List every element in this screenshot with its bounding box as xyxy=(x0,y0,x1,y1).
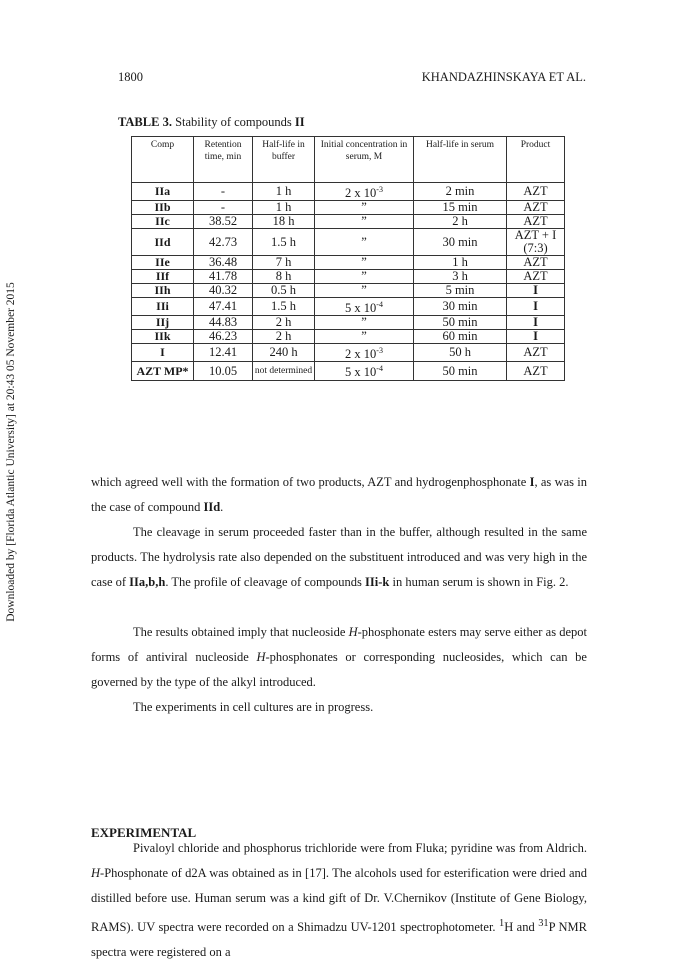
cell-comp: IIk xyxy=(132,330,194,344)
cell-initial-concentration xyxy=(315,183,414,201)
italic-h: H xyxy=(91,866,101,880)
cell-half-life-buffer: 0.5 h xyxy=(253,284,315,298)
concentration-value: ” xyxy=(361,200,367,215)
concentration-value: 5 x 10 xyxy=(345,301,377,316)
cell-comp: IIc xyxy=(132,215,194,229)
cell-half-life-buffer: 1 h xyxy=(253,183,315,201)
cell-half-life-buffer: 1.5 h xyxy=(253,298,315,316)
table-row xyxy=(132,183,565,201)
cell-comp: IId xyxy=(132,229,194,256)
cell-initial-concentration xyxy=(315,215,414,229)
cell-product: AZT xyxy=(507,256,565,270)
paragraph-3-text-2: -phosphonate esters may serve either as depot forms of antiviral nucleoside xyxy=(91,625,588,664)
cell-half-life-buffer: 240 h xyxy=(253,344,315,362)
concentration-value: ” xyxy=(361,329,367,344)
concentration-value: ” xyxy=(361,214,367,229)
cell-retention: 10.05 xyxy=(194,362,253,380)
experimental-text-4: P NMR spectra were registered on a xyxy=(91,920,588,960)
superscript-31: 31 xyxy=(538,918,549,929)
cell-initial-concentration xyxy=(315,362,414,380)
table-row xyxy=(132,284,565,298)
cell-product: AZT xyxy=(507,201,565,215)
concentration-value: ” xyxy=(361,234,367,249)
compound-ref: IIi-k xyxy=(365,575,390,589)
cell-initial-concentration xyxy=(315,201,414,215)
cell-initial-concentration xyxy=(315,270,414,284)
cell-comp: AZT MP* xyxy=(132,362,194,380)
cell-comp: IIj xyxy=(132,316,194,330)
table-row xyxy=(132,330,565,344)
cell-initial-concentration xyxy=(315,256,414,270)
paragraph-2-text-3: in human serum is shown in Fig. 2. xyxy=(389,575,569,589)
paragraph-1-text-2: , as was in the case of compound xyxy=(91,475,588,514)
cell-retention: 44.83 xyxy=(194,316,253,330)
table-caption-text: Stability of compounds xyxy=(171,115,295,129)
table-row xyxy=(132,316,565,330)
cell-product: AZT xyxy=(507,344,565,362)
table-header-row xyxy=(132,137,565,183)
header-retention: Retention time, min xyxy=(194,137,253,183)
paragraph-2-text: The cleavage in serum proceeded faster than in the buffer, although resulted in the same products. The hydrolysis rate also depended on the substituent introduced and was very high in the case of xyxy=(91,525,587,589)
experimental-text-3: H and xyxy=(504,920,539,935)
running-head xyxy=(118,70,586,85)
paragraph-3 xyxy=(91,620,587,695)
cell-product: AZT xyxy=(507,215,565,229)
experimental-text-2: -Phosphonate of d2A was obtained as in [17]. The alcohols used for esterification were dried and distilled before use. Human serum was a kind gift of Dr. V.Chernikov (Institute of Gene Biology, RAMS). UV spectra were recorded on a Shimadzu UV-1201 spectrophotometer. xyxy=(91,866,587,935)
cell-half-life-buffer: 2 h xyxy=(253,330,315,344)
cell-half-life-serum: 3 h xyxy=(414,270,507,284)
cell-product: I xyxy=(507,330,565,344)
table-row xyxy=(132,256,565,270)
download-watermark-text: Downloaded by [Florida Atlantic University] at 20:43 05 November 2015 xyxy=(5,282,17,622)
cell-comp: IIf xyxy=(132,270,194,284)
cell-product: I xyxy=(507,298,565,316)
cell-retention: - xyxy=(194,183,253,201)
table-caption xyxy=(118,115,305,130)
cell-half-life-serum: 60 min xyxy=(414,330,507,344)
product-value: AZT + I xyxy=(514,228,557,243)
concentration-value: 2 x 10 xyxy=(345,186,377,201)
cell-retention: - xyxy=(194,201,253,215)
cell-initial-concentration xyxy=(315,229,414,256)
cell-retention: 12.41 xyxy=(194,344,253,362)
paragraph-1-text-3: . xyxy=(220,500,224,514)
concentration-exponent: -4 xyxy=(376,300,383,310)
paragraph-3-text: The results obtained imply that nucleoside xyxy=(133,625,349,639)
header-product: Product xyxy=(507,137,565,183)
experimental-paragraph xyxy=(91,836,587,965)
cell-retention: 36.48 xyxy=(194,256,253,270)
concentration-value: ” xyxy=(361,283,367,298)
table-row xyxy=(132,298,565,316)
table-row xyxy=(132,215,565,229)
cell-half-life-serum: 50 h xyxy=(414,344,507,362)
cell-half-life-buffer: 7 h xyxy=(253,256,315,270)
not-determined-note: not determined xyxy=(254,366,313,377)
table-row xyxy=(132,344,565,362)
cell-half-life-serum: 30 min xyxy=(414,298,507,316)
cell-retention: 47.41 xyxy=(194,298,253,316)
cell-half-life-buffer xyxy=(253,362,315,380)
superscript-1: 1 xyxy=(499,918,505,929)
cell-half-life-serum: 1 h xyxy=(414,256,507,270)
concentration-value: 5 x 10 xyxy=(345,365,377,380)
table-caption-label: TABLE 3. xyxy=(118,115,172,129)
concentration-exponent: -4 xyxy=(376,364,383,374)
section-heading-experimental: EXPERIMENTAL xyxy=(91,825,197,840)
cell-initial-concentration xyxy=(315,330,414,344)
table-row xyxy=(132,362,565,380)
cell-half-life-serum: 2 min xyxy=(414,183,507,201)
cell-initial-concentration xyxy=(315,284,414,298)
cell-half-life-serum: 15 min xyxy=(414,201,507,215)
italic-h: H xyxy=(256,650,266,664)
cell-initial-concentration xyxy=(315,344,414,362)
cell-half-life-serum: 2 h xyxy=(414,215,507,229)
cell-initial-concentration xyxy=(315,316,414,330)
table-row xyxy=(132,229,565,256)
cell-product: I xyxy=(507,284,565,298)
compound-ref: IId xyxy=(203,500,221,514)
cell-half-life-serum: 5 min xyxy=(414,284,507,298)
experimental-text: Pivaloyl chloride and phosphorus trichloride were from Fluka; pyridine was from Aldrich. xyxy=(133,841,587,855)
cell-half-life-serum: 30 min xyxy=(414,229,507,256)
cell-half-life-buffer: 2 h xyxy=(253,316,315,330)
cell-retention: 38.52 xyxy=(194,215,253,229)
concentration-value: ” xyxy=(361,269,367,284)
cell-half-life-serum: 50 min xyxy=(414,316,507,330)
concentration-exponent: -3 xyxy=(376,185,383,194)
paragraph-2-text-2: . The profile of cleavage of compounds xyxy=(165,575,366,589)
cell-comp: I xyxy=(132,344,194,362)
concentration-value: 2 x 10 xyxy=(345,347,377,362)
cell-half-life-buffer: 1.5 h xyxy=(253,229,315,256)
cell-retention: 42.73 xyxy=(194,229,253,256)
concentration-exponent: -3 xyxy=(376,346,383,356)
cell-half-life-serum: 50 min xyxy=(414,362,507,380)
header-comp: Comp xyxy=(132,137,194,183)
table-row xyxy=(132,201,565,215)
cell-retention: 40.32 xyxy=(194,284,253,298)
cell-product: AZT xyxy=(507,362,565,380)
italic-h: H xyxy=(348,625,358,639)
concentration-value: ” xyxy=(361,255,367,270)
stability-table xyxy=(131,136,565,381)
paragraph-4 xyxy=(91,695,587,720)
paragraph-4-text: The experiments in cell cultures are in progress. xyxy=(133,700,374,714)
running-head-authors: KHANDAZHINSKAYA ET AL. xyxy=(421,70,586,84)
cell-product xyxy=(507,229,565,256)
table-row xyxy=(132,270,565,284)
cell-product: AZT xyxy=(507,183,565,201)
paragraph-3-text-3: -phosphonates or corresponding nucleosides, which can be governed by the type of the alkyl introduced. xyxy=(91,650,587,689)
concentration-value: ” xyxy=(361,315,367,330)
header-half-life-serum: Half-life in serum xyxy=(414,137,507,183)
table-caption-compound: II xyxy=(294,115,305,129)
paragraph-1-text: which agreed well with the formation of two products, AZT and hydrogenphosphonate xyxy=(91,475,530,489)
cell-half-life-buffer: 1 h xyxy=(253,201,315,215)
product-ratio: (7:3) xyxy=(523,241,548,256)
paragraph-1 xyxy=(91,470,587,520)
cell-comp: IIe xyxy=(132,256,194,270)
cell-comp: IIa xyxy=(132,183,194,201)
page-number: 1800 xyxy=(118,70,143,84)
cell-retention: 41.78 xyxy=(194,270,253,284)
cell-half-life-buffer: 8 h xyxy=(253,270,315,284)
cell-initial-concentration xyxy=(315,298,414,316)
paragraph-2 xyxy=(91,520,587,595)
cell-product: AZT xyxy=(507,270,565,284)
header-half-life-buffer: Half-life in buffer xyxy=(253,137,315,183)
cell-retention: 46.23 xyxy=(194,330,253,344)
cell-comp: IIh xyxy=(132,284,194,298)
cell-product: I xyxy=(507,316,565,330)
compound-ref: I xyxy=(529,475,535,489)
cell-comp: IIi xyxy=(132,298,194,316)
cell-half-life-buffer: 18 h xyxy=(253,215,315,229)
cell-comp: IIb xyxy=(132,201,194,215)
compound-ref: IIa,b,h xyxy=(129,575,166,589)
header-initial-concentration: Initial concentration in serum, M xyxy=(315,137,414,183)
